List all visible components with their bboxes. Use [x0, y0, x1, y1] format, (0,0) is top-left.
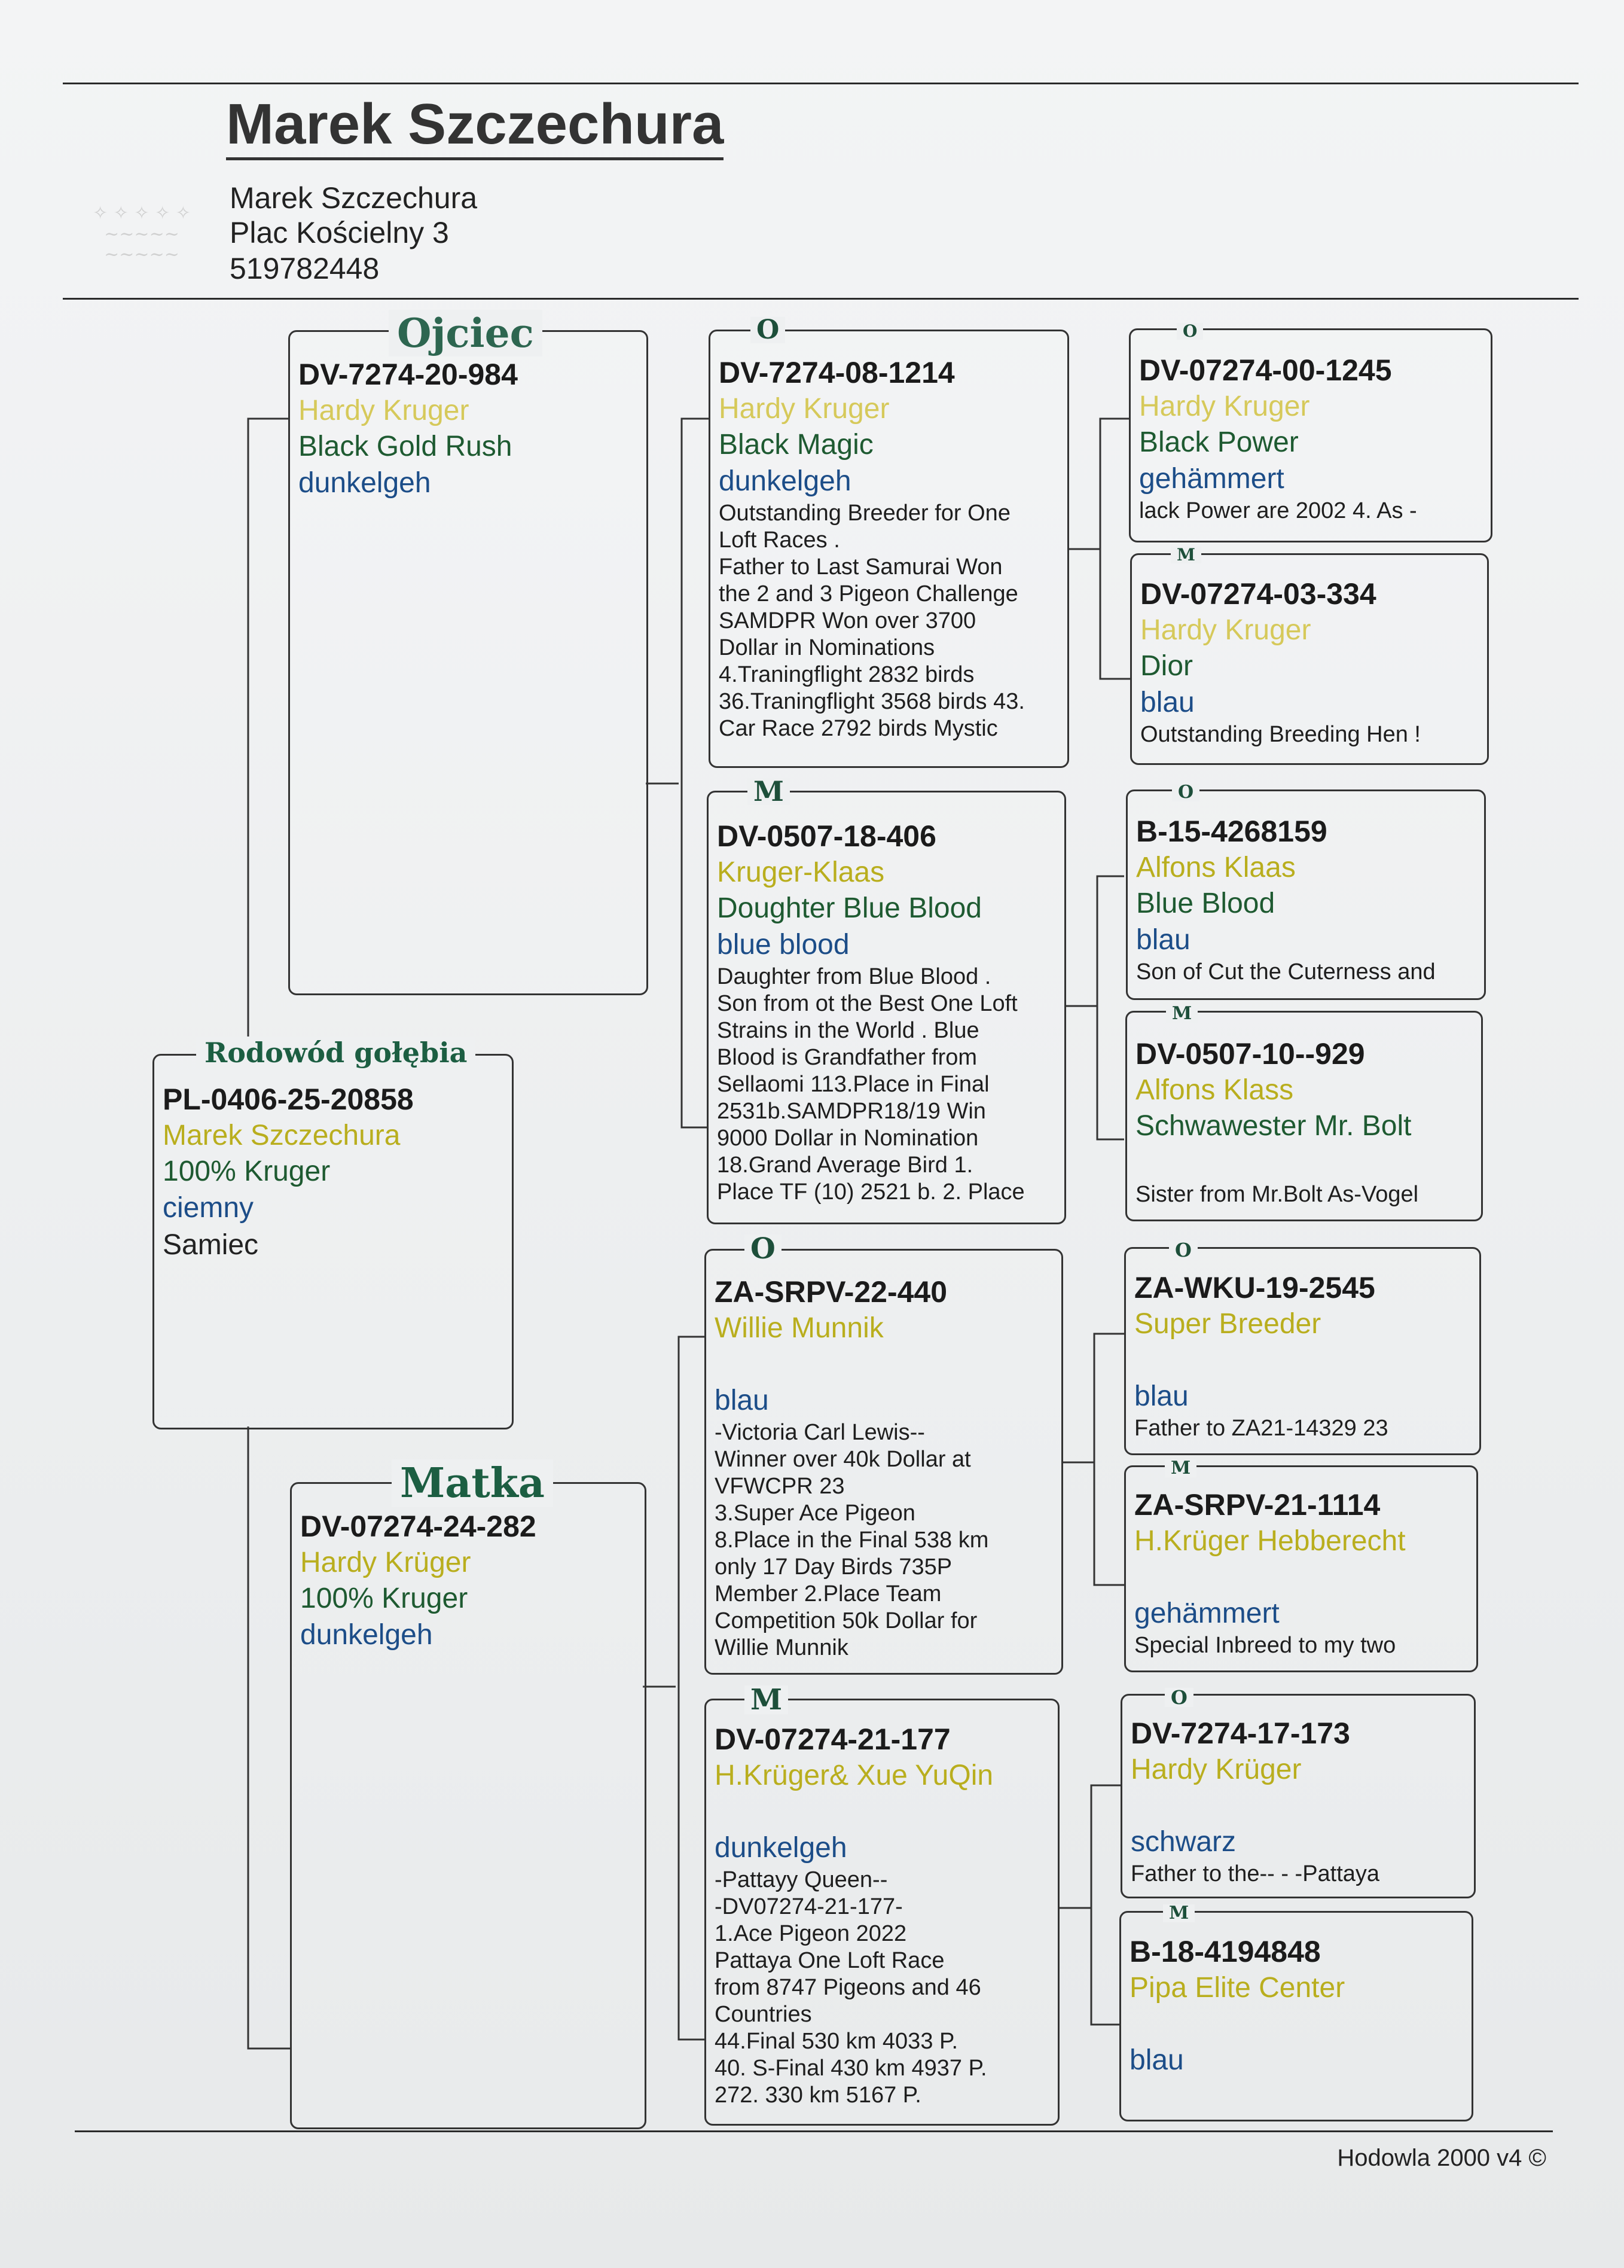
mf-dam-breeder: H.Krüger Hebberecht — [1134, 1525, 1406, 1557]
fm-sire-note: Son of Cut the Cuterness and — [1136, 959, 1436, 984]
mf-dam-ring: ZA-SRPV-21-1114 — [1134, 1488, 1381, 1522]
mf-sire-card[interactable] — [1124, 1247, 1481, 1455]
father-dam-ring: DV-0507-18-406 — [717, 819, 936, 853]
ff-sire-color: gehämmert — [1139, 463, 1284, 495]
fm-sire-breeder: Alfons Klaas — [1136, 852, 1296, 883]
pigeon-name: 100% Kruger — [163, 1156, 331, 1187]
address-line-1: Marek Szczechura — [230, 181, 478, 215]
father-sire-ring: DV-7274-08-1214 — [719, 356, 955, 389]
father-dam-female-mark: M — [747, 778, 790, 805]
footer-credit: Hodowla 2000 v4 © — [1337, 2145, 1546, 2171]
mm-sire-name — [1131, 1788, 1466, 1824]
mf-sire-breeder: Super Breeder — [1134, 1308, 1321, 1340]
ff-sire-ring: DV-07274-00-1245 — [1139, 353, 1392, 387]
father-card[interactable] — [288, 330, 648, 995]
ff-dam-name: Dior — [1140, 650, 1193, 682]
fm-sire-color: blau — [1136, 924, 1190, 956]
mm-sire-color: schwarz — [1131, 1826, 1237, 1858]
father-sire-color: dunkelgeh — [719, 465, 851, 497]
fm-dam-card[interactable] — [1125, 1011, 1483, 1221]
fm-sire-name: Blue Blood — [1136, 888, 1275, 919]
father-sire-breeder: Hardy Kruger — [719, 393, 890, 425]
father-sire-note: Outstanding Breeder for One Loft Races . Father to Last Samurai Won the 2 and 3 Pigeon Challenge SAMDPR Won over 3700 Dollar in Nominations 4.Traningflight 2832 birds 36.Traningflight 3568 birds 43. Car Race 2792 birds Mystic — [719, 501, 1025, 741]
mother-dam-card[interactable] — [704, 1699, 1060, 2126]
father-sire-name: Black Magic — [719, 429, 874, 461]
ff-sire-breeder: Hardy Kruger — [1139, 391, 1310, 422]
ff-dam-breeder: Hardy Kruger — [1140, 614, 1311, 646]
footer-rule — [75, 2130, 1553, 2132]
mm-sire-breeder: Hardy Krüger — [1131, 1754, 1302, 1785]
fm-sire-ring: B-15-4268159 — [1136, 815, 1327, 848]
mm-sire-ring: DV-7274-17-173 — [1131, 1717, 1350, 1750]
mm-dam-breeder: Pipa Elite Center — [1130, 1972, 1345, 2004]
mm-sire-card[interactable] — [1121, 1694, 1476, 1898]
mother-dam-breeder: H.Krüger& Xue YuQin — [715, 1760, 994, 1791]
father-breeder: Hardy Kruger — [298, 395, 469, 426]
mm-dam-name — [1130, 2006, 1463, 2042]
pigeon-breeder: Marek Szczechura — [163, 1120, 401, 1151]
mother-sire-note: -Victoria Carl Lewis-- Winner over 40k Dollar at VFWCPR 23 3.Super Ace Pigeon 8.Place in the Final 538 km only 17 Day Birds 735P Member 2.Place Team Competition 50k Dollar for Willie Munnik — [715, 1420, 989, 1660]
mother-dam-color: dunkelgeh — [715, 1832, 847, 1864]
ff-sire-note: lack Power are 2002 4. As - — [1139, 498, 1417, 523]
pigeon-color: ciemny — [163, 1192, 254, 1224]
mother-ring: DV-07274-24-282 — [300, 1510, 536, 1543]
father-dam-color: blue blood — [717, 929, 850, 961]
mf-sire-color: blau — [1134, 1380, 1189, 1412]
fm-sire-card[interactable] — [1126, 789, 1486, 1000]
mf-sire-male-mark: O — [1169, 1240, 1198, 1260]
pigeon-ring: PL-0406-25-20858 — [163, 1083, 414, 1116]
mf-dam-female-mark: M — [1165, 1459, 1196, 1477]
mother-sire-male-mark: O — [744, 1234, 782, 1263]
ff-dam-female-mark: M — [1171, 547, 1201, 563]
father-dam-note: Daughter from Blue Blood . Son from ot the Best One Loft Strains in the World . Blue Blood is Grandfather from Sellaomi 113.Place in Final 2531b.SAMDPR18/19 Win 9000 Dollar in Nomination 18.Grand Average Bird 1. Place TF (10) 2521 b. 2. Place — [717, 964, 1025, 1205]
ff-sire-name: Black Power — [1139, 426, 1299, 458]
father-color: dunkelgeh — [298, 467, 431, 499]
fm-dam-name: Schwawester Mr. Bolt — [1135, 1110, 1412, 1142]
father-sire-male-mark: O — [750, 317, 785, 343]
mm-sire-male-mark: O — [1165, 1688, 1193, 1707]
mf-sire-ring: ZA-WKU-19-2545 — [1134, 1271, 1375, 1304]
fm-dam-female-mark: M — [1166, 1005, 1198, 1023]
mf-sire-name — [1134, 1342, 1471, 1378]
mother-sire-name — [715, 1346, 1053, 1382]
ff-dam-card[interactable] — [1130, 553, 1489, 765]
breeder-logo: ✧ ✧ ✧ ✧ ✧ ~~~~~ ~~~~~ — [93, 203, 191, 265]
mm-dam-card[interactable] — [1119, 1911, 1473, 2121]
mm-dam-ring: B-18-4194848 — [1130, 1935, 1321, 1968]
mother-color: dunkelgeh — [300, 1619, 433, 1651]
mf-dam-note: Special Inbreed to my two — [1134, 1633, 1396, 1658]
father-dam-card[interactable] — [707, 791, 1066, 1224]
mother-sire-card[interactable] — [704, 1249, 1063, 1675]
mother-sire-color: blau — [715, 1385, 769, 1416]
address-line-2: Plac Kościelny 3 — [230, 216, 449, 249]
fm-dam-ring: DV-0507-10--929 — [1135, 1037, 1365, 1071]
mother-sire-ring: ZA-SRPV-22-440 — [715, 1275, 948, 1309]
mother-name: 100% Kruger — [300, 1583, 468, 1614]
ff-dam-color: blau — [1140, 687, 1195, 718]
page-title: Marek Szczechura — [226, 94, 724, 160]
mother-card[interactable] — [290, 1482, 646, 2129]
mother-dam-note: -Pattayy Queen-- -DV07274-21-177- 1.Ace Pigeon 2022 Pattaya One Loft Race from 8747 Pigeons and 46 Countries 44.Final 530 km 4033 P. 40. S-Final 430 km 4937 P. 272. 330 km 5167 P. — [715, 1867, 987, 2108]
father-ring: DV-7274-20-984 — [298, 358, 518, 391]
mm-dam-female-mark: M — [1163, 1904, 1195, 1922]
ff-dam-ring: DV-07274-03-334 — [1140, 577, 1376, 611]
father-label: Ojciec — [389, 310, 542, 356]
mother-breeder: Hardy Krüger — [300, 1547, 471, 1578]
mm-sire-note: Father to the-- - -Pattaya — [1131, 1861, 1380, 1886]
mother-dam-female-mark: M — [744, 1685, 788, 1714]
ff-sire-male-mark: O — [1177, 323, 1203, 340]
mf-sire-note: Father to ZA21-14329 23 — [1134, 1416, 1388, 1441]
address-line-3: 519782448 — [230, 252, 380, 285]
mother-dam-ring: DV-07274-21-177 — [715, 1723, 951, 1756]
mf-dam-name — [1134, 1559, 1468, 1595]
pigeon-sex: Samiec — [163, 1229, 259, 1261]
mother-label: Matka — [392, 1459, 553, 1507]
father-name: Black Gold Rush — [298, 431, 512, 462]
pigeon-card[interactable] — [152, 1054, 514, 1429]
father-sire-card[interactable] — [709, 330, 1069, 768]
fm-sire-male-mark: O — [1172, 784, 1199, 801]
fm-dam-note: Sister from Mr.Bolt As-Vogel — [1135, 1182, 1419, 1207]
fm-dam-breeder: Alfons Klass — [1135, 1074, 1294, 1106]
ff-sire-card[interactable] — [1129, 328, 1492, 542]
father-dam-breeder: Kruger-Klaas — [717, 856, 885, 888]
mother-dam-name — [715, 1794, 1049, 1830]
fm-dam-color — [1135, 1144, 1473, 1181]
ff-dam-note: Outstanding Breeding Hen ! — [1140, 722, 1421, 747]
pedigree-label: Rodowód gołębia — [196, 1037, 475, 1069]
mf-dam-color: gehämmert — [1134, 1598, 1280, 1629]
mf-dam-card[interactable] — [1124, 1465, 1478, 1672]
mm-dam-color: blau — [1130, 2044, 1184, 2076]
mother-sire-breeder: Willie Munnik — [715, 1312, 884, 1344]
father-dam-name: Doughter Blue Blood — [717, 892, 982, 924]
